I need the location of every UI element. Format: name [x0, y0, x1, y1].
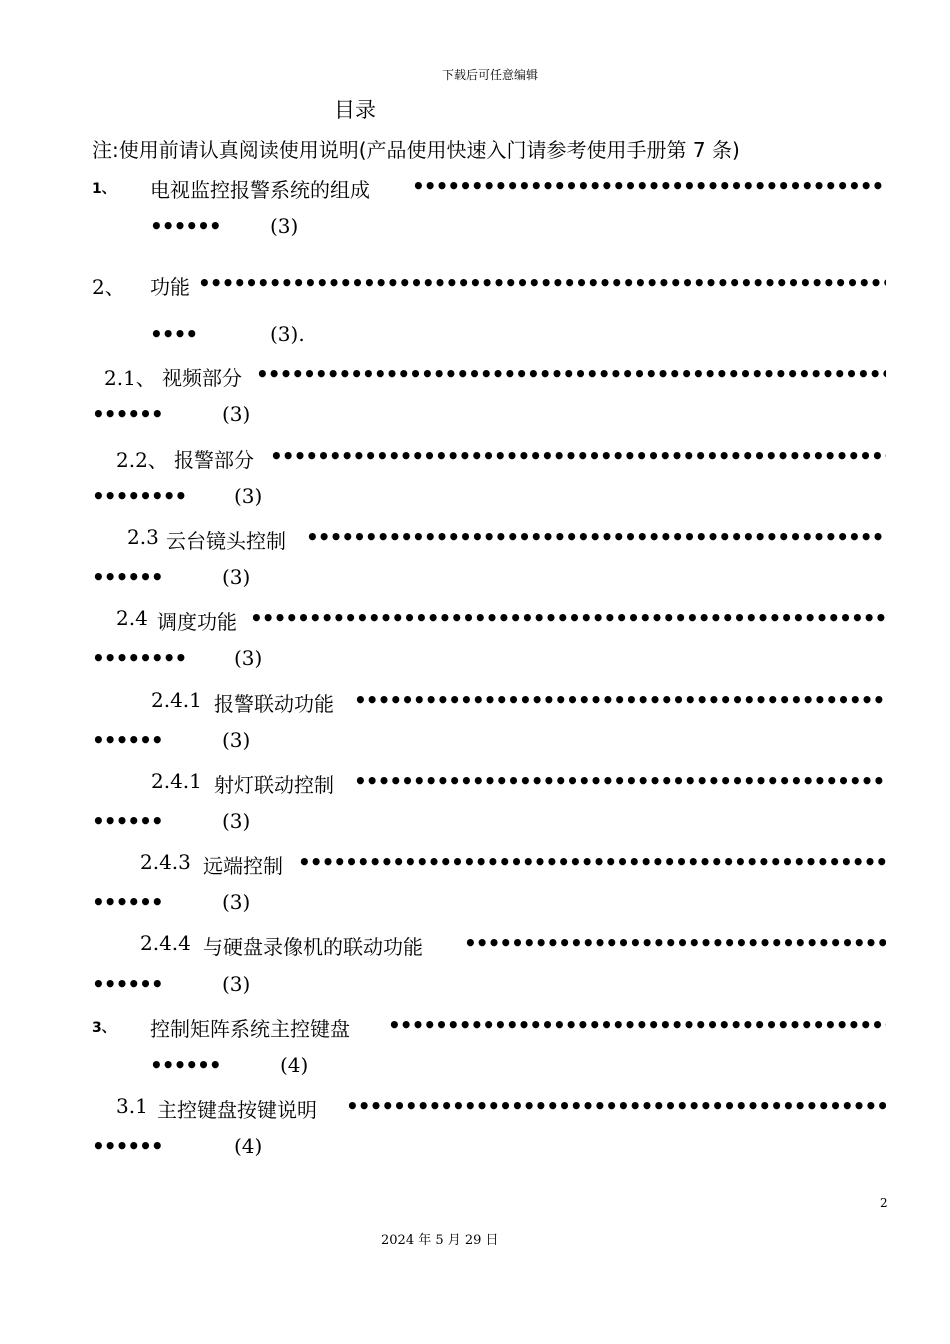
toc-entry-page: (4)	[280, 1053, 309, 1077]
toc-entry-label: 报警联动功能	[214, 692, 334, 716]
toc-entry-number: 2.3	[127, 525, 159, 549]
toc-entry-continuation	[92, 972, 250, 1002]
toc-entry-label: 电视监控报警系统的组成	[150, 178, 370, 202]
toc-leader-dots	[92, 1134, 164, 1158]
page-header: 下载后可任意编辑	[441, 68, 538, 82]
toc-entry-page: (4)	[234, 1134, 263, 1158]
toc-entry-continuation	[150, 322, 305, 352]
toc-entry[interactable]	[0, 688, 950, 722]
toc-entry-label: 控制矩阵系统主控键盘	[150, 1017, 350, 1041]
toc-entry-continuation	[92, 402, 250, 432]
toc-entry-continuation	[92, 809, 250, 839]
toc-entry-label: 远端控制	[203, 854, 283, 878]
toc-leader-dots	[298, 850, 886, 874]
toc-entry-label: 调度功能	[157, 610, 237, 634]
toc-leader-dots	[412, 174, 886, 198]
toc-leader-dots	[198, 271, 886, 295]
toc-entry-page: (3)	[222, 809, 251, 833]
toc-entry[interactable]	[0, 606, 950, 640]
toc-entry-page: (3)	[222, 728, 251, 752]
toc-entry-continuation	[92, 728, 250, 758]
toc-entry-continuation	[150, 214, 298, 244]
toc-entry[interactable]	[0, 525, 950, 559]
page-number: 2	[880, 1196, 888, 1210]
footer-date: 2024 年 5 月 29 日	[381, 1233, 499, 1248]
toc-leader-dots	[92, 809, 164, 833]
toc-entry-number: 2、	[92, 275, 125, 299]
toc-entry-number: 2.1、	[104, 366, 156, 390]
toc-entry-label: 主控键盘按键说明	[157, 1098, 317, 1122]
toc-entry-page: (3)	[234, 484, 263, 508]
toc-leader-dots	[92, 484, 186, 508]
toc-entry[interactable]	[0, 174, 950, 208]
toc-leader-dots	[92, 565, 164, 589]
toc-entry-page: (3)	[222, 972, 251, 996]
toc-leader-dots	[464, 931, 886, 955]
toc-leader-dots	[92, 402, 164, 426]
toc-entry[interactable]	[0, 362, 950, 396]
toc-leader-dots	[150, 214, 222, 238]
toc-entry-number: 2.4.4	[140, 931, 191, 955]
toc-entry-page: (3).	[270, 322, 305, 346]
usage-note: 注:使用前请认真阅读使用说明(产品使用快速入门请参考使用手册第 7 条)	[92, 138, 740, 162]
toc-entry[interactable]	[0, 931, 950, 965]
toc-leader-dots	[346, 1094, 886, 1118]
toc-leader-dots	[306, 525, 886, 549]
toc-entry[interactable]	[0, 1013, 950, 1047]
toc-entry-label: 射灯联动控制	[214, 773, 334, 797]
toc-entry-number: 2.4.1	[151, 769, 202, 793]
toc-entry-label: 与硬盘录像机的联动功能	[203, 935, 423, 959]
toc-leader-dots	[354, 688, 886, 712]
toc-entry[interactable]	[0, 444, 950, 478]
toc-leader-dots	[92, 890, 164, 914]
toc-entry-continuation	[92, 646, 262, 676]
toc-entry-label: 云台镜头控制	[166, 529, 286, 553]
toc-entry-continuation	[92, 565, 250, 595]
toc-leader-dots	[354, 769, 886, 793]
toc-entry-page: (3)	[234, 646, 263, 670]
toc-entry-continuation	[92, 890, 250, 920]
toc-leader-dots	[270, 444, 886, 468]
toc-entry-page: (3)	[222, 402, 251, 426]
toc-entry-label: 视频部分	[162, 366, 242, 390]
toc-entry-number: 3、	[92, 1020, 116, 1036]
toc-entry-number: 2.2、	[116, 448, 168, 472]
toc-entry-number: 2.4.1	[151, 688, 202, 712]
toc-entry[interactable]	[0, 769, 950, 803]
toc-entry-continuation	[150, 1053, 308, 1083]
toc-leader-dots	[92, 646, 186, 670]
toc-leader-dots	[92, 972, 164, 996]
toc-leader-dots	[150, 1053, 222, 1077]
toc-entry-continuation	[92, 1134, 262, 1164]
toc-leader-dots	[92, 728, 164, 752]
toc-entry-number: 2.4.3	[140, 850, 191, 874]
toc-leader-dots	[388, 1013, 886, 1037]
toc-entry-page: (3)	[270, 214, 299, 238]
toc-entry[interactable]	[0, 1094, 950, 1128]
toc-leader-dots	[250, 606, 886, 630]
toc-entry[interactable]	[0, 850, 950, 884]
toc-title: 目录	[334, 98, 376, 122]
toc-entry-page: (3)	[222, 565, 251, 589]
toc-leader-dots	[150, 322, 200, 346]
toc-entry-number: 3.1	[116, 1094, 148, 1118]
toc-entry-number: 1、	[92, 181, 116, 197]
toc-entry-page: (3)	[222, 890, 251, 914]
toc-entry-number: 2.4	[116, 606, 148, 630]
toc-leader-dots	[256, 362, 886, 386]
toc-entry-label: 报警部分	[174, 448, 254, 472]
toc-entry[interactable]	[0, 271, 950, 305]
toc-entry-continuation	[92, 484, 262, 514]
toc-entry-label: 功能	[150, 275, 190, 299]
